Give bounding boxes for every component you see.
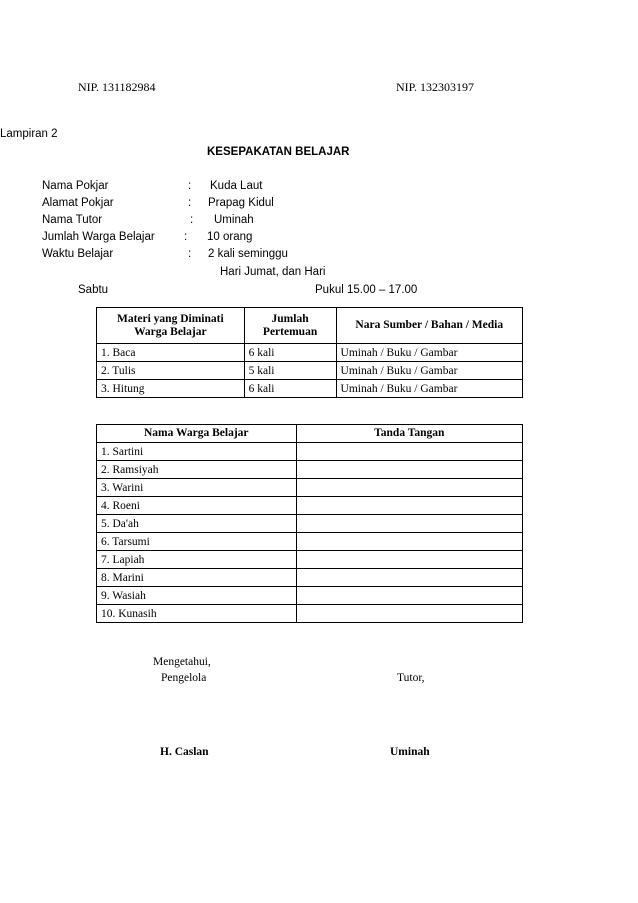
materi-cell: 1. Baca xyxy=(97,344,245,362)
info-colon: : xyxy=(188,197,192,209)
info-value-nama-tutor: Uminah xyxy=(214,214,254,226)
signature-cell xyxy=(296,515,522,533)
info-label-waktu-belajar: Waktu Belajar xyxy=(42,248,114,260)
signature-cell xyxy=(296,551,522,569)
warga-name-cell: 4. Roeni xyxy=(97,497,297,515)
header-jumlah-pertemuan: Jumlah Pertemuan xyxy=(244,308,336,344)
info-colon: : xyxy=(188,180,192,192)
table-row xyxy=(97,569,523,587)
sumber-cell: Uminah / Buku / Gambar xyxy=(336,362,522,380)
info-value-nama-pokjar: Kuda Laut xyxy=(210,180,263,192)
info-colon: : xyxy=(190,214,194,226)
tutor-name: Uminah xyxy=(390,746,430,758)
warga-belajar-table xyxy=(96,424,523,623)
header-nama-warga: Nama Warga Belajar xyxy=(97,425,297,443)
table-row xyxy=(97,533,523,551)
info-value-alamat-pokjar: Prapag Kidul xyxy=(208,197,274,209)
sumber-cell: Uminah / Buku / Gambar xyxy=(336,380,522,398)
pertemuan-cell: 6 kali xyxy=(244,344,336,362)
info-value-jumlah-warga: 10 orang xyxy=(207,231,253,243)
header-nara-sumber: Nara Sumber / Bahan / Media xyxy=(336,308,522,344)
info-saturday: Sabtu xyxy=(78,284,109,296)
warga-name-cell: 1. Sartini xyxy=(97,443,297,461)
nip-left: NIP. 131182984 xyxy=(78,80,156,94)
signature-cell xyxy=(296,533,522,551)
warga-name-cell: 7. Lapiah xyxy=(97,551,297,569)
info-label-alamat-pokjar: Alamat Pokjar xyxy=(42,197,114,209)
info-time: Pukul 15.00 – 17.00 xyxy=(315,284,418,296)
table-row xyxy=(97,605,523,623)
pengelola-label: Pengelola xyxy=(161,672,207,684)
signature-cell xyxy=(296,479,522,497)
info-colon: : xyxy=(188,248,192,260)
materi-table xyxy=(96,307,523,398)
pengelola-name: H. Caslan xyxy=(160,746,209,758)
signature-cell xyxy=(296,443,522,461)
signature-cell xyxy=(296,461,522,479)
info-colon: : xyxy=(184,231,188,243)
signature-cell xyxy=(296,569,522,587)
table-row xyxy=(97,443,523,461)
table-row xyxy=(97,515,523,533)
header-materi: Materi yang Diminati Warga Belajar xyxy=(97,308,245,344)
table-row xyxy=(97,362,523,380)
info-days-line: Hari Jumat, dan Hari xyxy=(220,266,326,278)
info-label-nama-tutor: Nama Tutor xyxy=(42,214,103,226)
materi-cell: 2. Tulis xyxy=(97,362,245,380)
info-label-jumlah-warga: Jumlah Warga Belajar xyxy=(42,231,155,243)
warga-name-cell: 5. Da'ah xyxy=(97,515,297,533)
table-row xyxy=(97,497,523,515)
warga-name-cell: 2. Ramsiyah xyxy=(97,461,297,479)
warga-name-cell: 8. Marini xyxy=(97,569,297,587)
sumber-cell: Uminah / Buku / Gambar xyxy=(336,344,522,362)
lampiran-label: Lampiran 2 xyxy=(0,128,58,140)
signature-cell xyxy=(296,605,522,623)
table-row xyxy=(97,380,523,398)
warga-name-cell: 3. Warini xyxy=(97,479,297,497)
warga-name-cell: 9. Wasiah xyxy=(97,587,297,605)
pertemuan-cell: 6 kali xyxy=(244,380,336,398)
signature-cell xyxy=(296,497,522,515)
table-row xyxy=(97,587,523,605)
table-header-row xyxy=(97,425,523,443)
mengetahui-label: Mengetahui, xyxy=(153,656,211,668)
info-label-nama-pokjar: Nama Pokjar xyxy=(42,180,109,192)
tutor-label: Tutor, xyxy=(397,672,425,684)
table-header-row xyxy=(97,308,523,344)
table-row xyxy=(97,479,523,497)
nip-right: NIP. 132303197 xyxy=(396,80,475,94)
table-row xyxy=(97,551,523,569)
pertemuan-cell: 5 kali xyxy=(244,362,336,380)
table-row xyxy=(97,344,523,362)
warga-name-cell: 6. Tarsumi xyxy=(97,533,297,551)
table-row xyxy=(97,461,523,479)
warga-name-cell: 10. Kunasih xyxy=(97,605,297,623)
document-title: KESEPAKATAN BELAJAR xyxy=(207,146,350,158)
header-tanda-tangan: Tanda Tangan xyxy=(296,425,522,443)
signature-cell xyxy=(296,587,522,605)
info-value-waktu-belajar: 2 kali seminggu xyxy=(208,248,288,260)
materi-cell: 3. Hitung xyxy=(97,380,245,398)
